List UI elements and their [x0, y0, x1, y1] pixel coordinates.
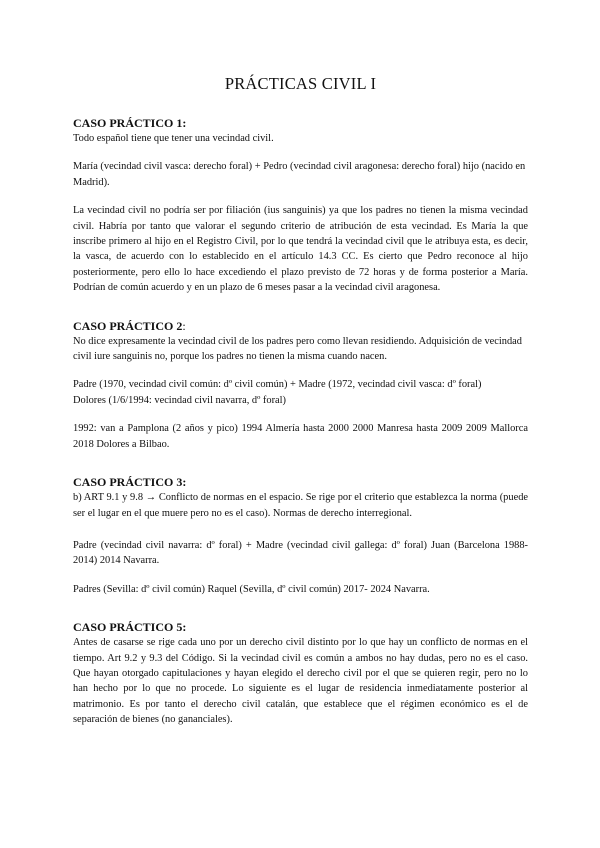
case-3-heading: CASO PRÁCTICO 3: — [73, 475, 187, 490]
case-2-section — [73, 319, 528, 452]
case-3-paragraph-2: Padre (vecindad civil navarra: dº foral) + Madre (vecindad civil gallega: dº foral) Juan (Barcelona 1988- 2014) 2014 Navarra. — [73, 539, 528, 567]
case-2-heading-text: CASO PRÁCTICO 2 — [73, 318, 183, 333]
case-2-paragraph-3: 1992: van a Pamplona (2 años y pico) 1994 Almería hasta 2000 2000 Manresa hasta 2009 2009 Mallorca 2018 Dolores a Bilbao. — [73, 423, 528, 450]
case-3-paragraph-3: Padres (Sevilla: dº civil común) Raquel (Sevilla, dº civil común) 2017- 2024 Navarra. — [73, 583, 430, 595]
case-1-paragraph-2: María (vecindad civil vasca: derecho foral) + Pedro (vecindad civil aragonesa: derecho foral) hijo (nacido en Madrid). — [73, 161, 526, 188]
document-page — [73, 74, 528, 728]
case-1-paragraph-3: La vecindad civil no podría ser por filiación (ius sanguinis) ya que los padres no tienen la misma vecindad civil. Habría por tanto que valorar el segundo criterio de atribución de esta vecindad. Es María la que inscribe primero al hijo en el Registro Civil, por lo que tendrá la vecindad civil que le atribuya esta, es decir, la vasca, de acuerdo con lo establecido en el artículo 14.3 CC. Es cierto que Pedro reconoce al hijo posteriormente, pero ello lo hace excediendo el plazo previsto de 72 horas y de forma posterior a María. Podrían de común acuerdo y en un plazo de 6 meses pasar a la vecindad civil aragonesa. — [73, 205, 528, 294]
case-1-section — [73, 116, 528, 296]
case-5-heading: CASO PRÁCTICO 5: — [73, 620, 187, 635]
case-2-paragraph-2-line-1: Padre (1970, vecindad civil común: dº civil común) + Madre (1972, vecindad civil vasca: dº foral) — [73, 379, 482, 391]
case-2-paragraph-1: No dice expresamente la vecindad civil de los padres pero como llevan residiendo. Adquisición de vecindad civil iure sanguinis no, porque los padres no tienen la misma cuando nacen. — [73, 335, 522, 363]
case-2-heading — [73, 319, 528, 334]
case-3-section — [73, 475, 528, 597]
case-5-paragraph-1: Antes de casarse se rige cada uno por un derecho civil distinto por lo que hay un conflicto de normas en el tiempo. Art 9.2 y 9.3 del Código. Si la vecindad civil es común a ambos no hay dudas, pero no es el caso. Que hayan otorgado capitulaciones y hayan elegido el derecho civil por el que se quieren regir, pero no lo han hecho por lo que no procede. Lo siguiente es el lugar de residencia inmediatamente posterior al matrimonio. Es por tanto el derecho civil catalán, que establece que el régimen económico es el de separación de bienes (no gananciales). — [73, 637, 528, 726]
case-2-paragraph-2-line-2: Dolores (1/6/1994: vecindad civil navarra, dº foral) — [73, 394, 286, 406]
case-1-paragraph-1: Todo español tiene que tener una vecindad civil. — [73, 133, 274, 144]
case-1-heading: CASO PRÁCTICO 1: — [73, 116, 187, 130]
case-3-paragraph-1: b) ART 9.1 y 9.8 → Conflicto de normas en el espacio. Se rige por el criterio que establezca la norma (puede ser el lugar en el que muere pero no es el caso). Normas de derecho interregional. — [73, 492, 528, 519]
case-2-heading-colon: : — [182, 318, 186, 333]
document-title: PRÁCTICAS CIVIL I — [224, 74, 377, 93]
case-5-section — [73, 620, 528, 727]
